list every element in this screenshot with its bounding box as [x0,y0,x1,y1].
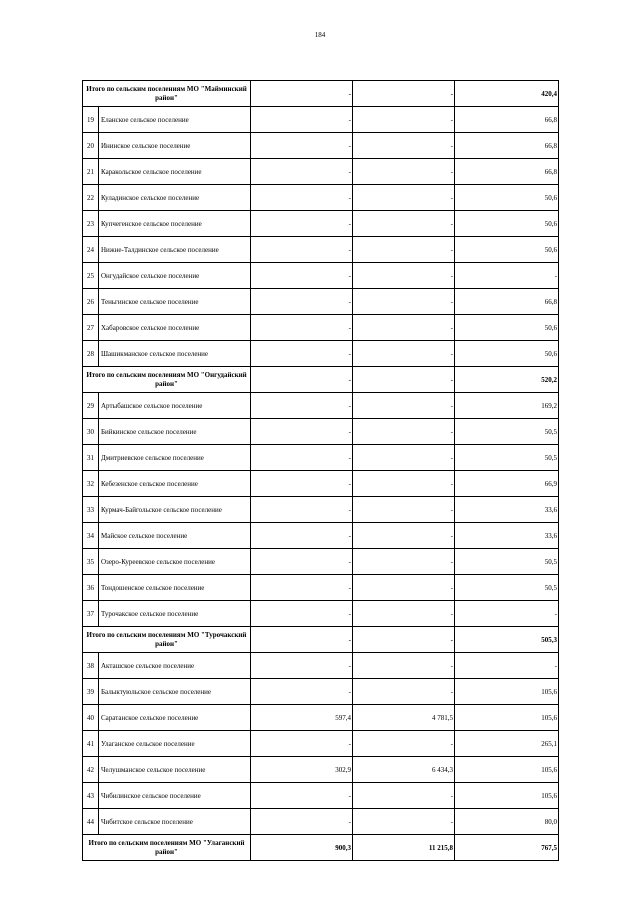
value-column-1: - [251,393,353,419]
value-column-2: - [353,81,455,107]
value-column-2: 11 215,8 [353,835,455,861]
value-column-3: 66,9 [455,471,559,497]
row-number: 30 [83,419,99,445]
settlement-name: Чибилинское сельское поселение [99,783,251,809]
row-number: 39 [83,679,99,705]
row-number: 33 [83,497,99,523]
value-column-1: - [251,445,353,471]
value-column-2: - [353,211,455,237]
budget-table [82,80,559,861]
value-column-2: - [353,107,455,133]
value-column-1: - [251,627,353,653]
table-row [83,419,559,445]
settlement-name: Тондошенское сельское поселение [99,575,251,601]
value-column-3: 50,6 [455,315,559,341]
value-column-1: - [251,315,353,341]
table-row [83,133,559,159]
value-column-1: - [251,653,353,679]
value-column-1: - [251,81,353,107]
settlement-name: Артыбашское сельское поселение [99,393,251,419]
value-column-3: 66,8 [455,107,559,133]
value-column-3: 105,6 [455,705,559,731]
value-column-1: - [251,575,353,601]
table-row [83,783,559,809]
table-row [83,289,559,315]
row-number: 36 [83,575,99,601]
table-row [83,263,559,289]
total-row-label: Итого по сельским поселениям МО "Турочакский район" [83,627,251,653]
settlement-name: Майское сельское поселение [99,523,251,549]
value-column-3: 66,8 [455,159,559,185]
table-row [83,809,559,835]
value-column-3: 50,6 [455,341,559,367]
total-row [83,835,559,861]
settlement-name: Каракольское сельское поселение [99,159,251,185]
total-row [83,627,559,653]
value-column-3: 66,8 [455,133,559,159]
settlement-name: Хабаровское сельское поселение [99,315,251,341]
value-column-3: 520,2 [455,367,559,393]
table-row [83,237,559,263]
value-column-3: 50,5 [455,549,559,575]
table-row [83,731,559,757]
table-row [83,757,559,783]
value-column-1: - [251,809,353,835]
value-column-2: - [353,393,455,419]
table-row [83,471,559,497]
total-row-label: Итого по сельским поселениям МО "Майминский район" [83,81,251,107]
table-row [83,159,559,185]
row-number: 35 [83,549,99,575]
value-column-3: 105,6 [455,757,559,783]
settlement-name: Шашикманское сельское поселение [99,341,251,367]
value-column-2: - [353,471,455,497]
table-row [83,211,559,237]
value-column-2: - [353,237,455,263]
table-row [83,315,559,341]
value-column-1: - [251,471,353,497]
settlement-name: Еланское сельское поселение [99,107,251,133]
settlement-name: Челушманское сельское поселение [99,757,251,783]
settlement-name: Акташское сельское поселение [99,653,251,679]
value-column-3: - [455,263,559,289]
row-number: 37 [83,601,99,627]
table-row [83,653,559,679]
row-number: 40 [83,705,99,731]
settlement-name: Бийкинское сельское поселение [99,419,251,445]
value-column-2: - [353,185,455,211]
row-number: 25 [83,263,99,289]
settlement-name: Ининское сельское поселение [99,133,251,159]
table-row [83,445,559,471]
value-column-1: - [251,289,353,315]
value-column-1: 900,3 [251,835,353,861]
value-column-3: 50,6 [455,237,559,263]
row-number: 19 [83,107,99,133]
value-column-2: - [353,445,455,471]
table-row [83,705,559,731]
value-column-1: 302,9 [251,757,353,783]
value-column-2: - [353,731,455,757]
value-column-2: - [353,627,455,653]
row-number: 42 [83,757,99,783]
value-column-1: - [251,731,353,757]
value-column-2: - [353,133,455,159]
value-column-1: - [251,523,353,549]
row-number: 27 [83,315,99,341]
value-column-3: 767,5 [455,835,559,861]
value-column-1: - [251,263,353,289]
value-column-3: 80,0 [455,809,559,835]
value-column-2: - [353,341,455,367]
table-row [83,679,559,705]
row-number: 32 [83,471,99,497]
row-number: 24 [83,237,99,263]
settlement-name: Нижне-Талдинское сельское поселение [99,237,251,263]
value-column-3: - [455,653,559,679]
value-column-3: 33,6 [455,523,559,549]
row-number: 38 [83,653,99,679]
value-column-1: - [251,497,353,523]
row-number: 34 [83,523,99,549]
value-column-2: - [353,315,455,341]
value-column-3: - [455,601,559,627]
settlement-name: Саратанское сельское поселение [99,705,251,731]
value-column-2: - [353,809,455,835]
page-number: 184 [314,31,326,39]
value-column-1: 597,4 [251,705,353,731]
value-column-1: - [251,679,353,705]
value-column-2: - [353,601,455,627]
value-column-1: - [251,783,353,809]
value-column-3: 105,6 [455,679,559,705]
table-row [83,393,559,419]
value-column-2: - [353,497,455,523]
settlement-name: Кебезенское сельское поселение [99,471,251,497]
value-column-1: - [251,367,353,393]
value-column-1: - [251,133,353,159]
value-column-3: 50,6 [455,185,559,211]
value-column-2: - [353,653,455,679]
row-number: 23 [83,211,99,237]
table-row [83,549,559,575]
row-number: 21 [83,159,99,185]
total-row-label: Итого по сельским поселениям МО "Онгудайский район" [83,367,251,393]
total-row [83,81,559,107]
table-row [83,341,559,367]
value-column-3: 50,5 [455,575,559,601]
value-column-2: - [353,575,455,601]
value-column-1: - [251,107,353,133]
settlement-name: Дмитриевское сельское поселение [99,445,251,471]
settlement-name: Купчегенское сельское поселение [99,211,251,237]
value-column-3: 265,1 [455,731,559,757]
settlement-name: Чибитское сельское поселение [99,809,251,835]
value-column-1: - [251,419,353,445]
settlement-name: Теньгинское сельское поселение [99,289,251,315]
value-column-3: 50,5 [455,445,559,471]
value-column-1: - [251,159,353,185]
table-row [83,185,559,211]
settlement-name: Озеро-Куреевское сельское поселение [99,549,251,575]
settlement-name: Улаганское сельское поселение [99,731,251,757]
settlement-name: Турочакское сельское поселение [99,601,251,627]
settlement-name: Балыктуюльское сельское поселение [99,679,251,705]
value-column-3: 105,6 [455,783,559,809]
value-column-1: - [251,237,353,263]
row-number: 43 [83,783,99,809]
table-row [83,601,559,627]
row-number: 22 [83,185,99,211]
value-column-3: 505,3 [455,627,559,653]
value-column-2: - [353,263,455,289]
table-row [83,523,559,549]
value-column-3: 169,2 [455,393,559,419]
total-row [83,367,559,393]
table-row [83,575,559,601]
table-body [83,81,559,861]
value-column-2: - [353,289,455,315]
row-number: 41 [83,731,99,757]
value-column-3: 50,5 [455,419,559,445]
table-row [83,497,559,523]
value-column-2: 4 781,5 [353,705,455,731]
value-column-2: - [353,783,455,809]
total-row-label: Итого по сельским поселениям МО "Улаганский район" [83,835,251,861]
settlement-name: Онгудайское сельское поселение [99,263,251,289]
table-row [83,107,559,133]
row-number: 26 [83,289,99,315]
value-column-3: 33,6 [455,497,559,523]
value-column-1: - [251,211,353,237]
value-column-2: - [353,523,455,549]
row-number: 29 [83,393,99,419]
value-column-1: - [251,341,353,367]
settlement-name: Курмач-Байгольское сельское поселение [99,497,251,523]
value-column-2: - [353,419,455,445]
row-number: 31 [83,445,99,471]
value-column-2: - [353,679,455,705]
row-number: 20 [83,133,99,159]
value-column-1: - [251,549,353,575]
value-column-3: 420,4 [455,81,559,107]
row-number: 28 [83,341,99,367]
settlement-name: Куладинское сельское поселение [99,185,251,211]
value-column-2: 6 434,3 [353,757,455,783]
value-column-3: 50,6 [455,211,559,237]
value-column-2: - [353,159,455,185]
value-column-3: 66,8 [455,289,559,315]
value-column-1: - [251,601,353,627]
value-column-2: - [353,367,455,393]
row-number: 44 [83,809,99,835]
value-column-1: - [251,185,353,211]
value-column-2: - [353,549,455,575]
